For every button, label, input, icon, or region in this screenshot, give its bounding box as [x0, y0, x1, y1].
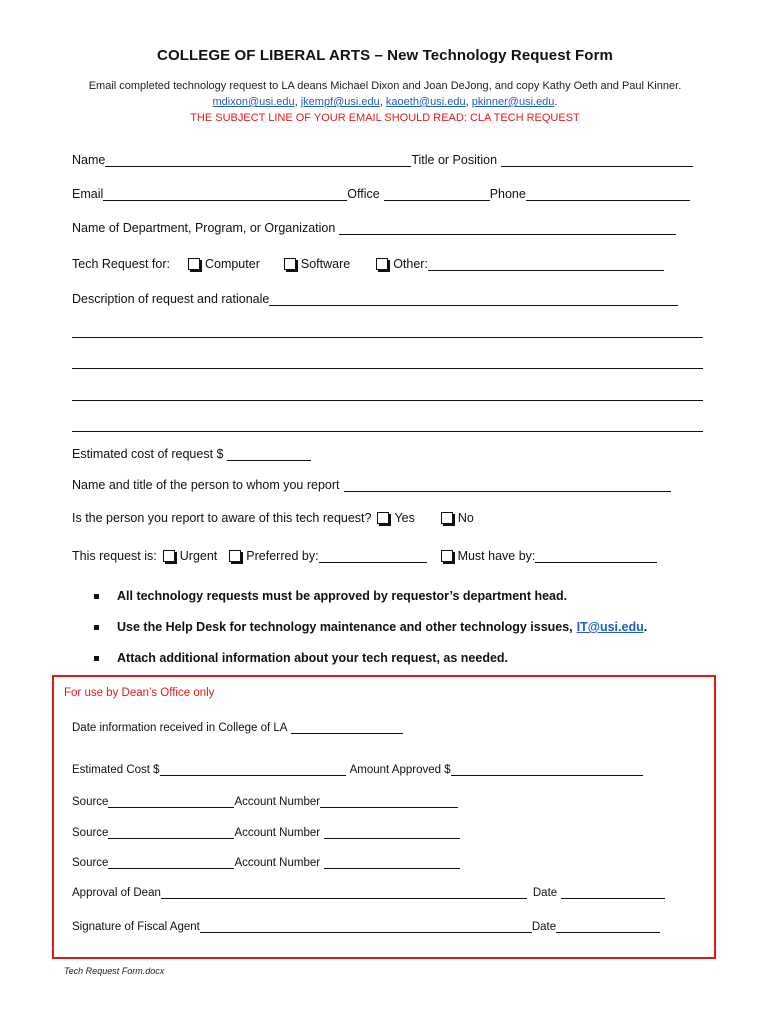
description-label: Description of request and rationale [72, 292, 270, 306]
email-link-kinner[interactable]: pkinner@usi.edu [471, 96, 555, 108]
name-field[interactable] [105, 152, 411, 167]
preferred-checkbox[interactable] [229, 550, 241, 562]
source-label-2: Source [72, 827, 109, 839]
aware-row [72, 511, 474, 525]
other-field[interactable] [428, 256, 664, 271]
amount-approved-label: Amount Approved $ [349, 764, 451, 776]
estimated-cost-row [72, 446, 311, 461]
description-field[interactable] [269, 291, 678, 306]
fiscal-agent-date-field[interactable] [556, 918, 660, 933]
no-label: No [457, 511, 474, 525]
bullet-help-desk-period: . [643, 620, 648, 634]
email-label: Email [72, 187, 104, 201]
tech-request-row [72, 256, 664, 271]
name-label: Name [72, 153, 106, 167]
other-checkbox[interactable] [376, 258, 388, 270]
preferred-label: Preferred by: [246, 549, 319, 563]
yes-label: Yes [394, 511, 415, 525]
tech-request-label: Tech Request for: [72, 257, 170, 271]
bullet-attach-text: Attach additional information about your tech request, as needed. [117, 651, 509, 665]
intro-text: Email completed technology request to LA deans Michael Dixon and Joan DeJong, and copy Kathy Oeth and Paul Kinner. [88, 80, 682, 92]
bullet-icon [94, 625, 99, 630]
yes-checkbox[interactable] [377, 512, 389, 524]
email-field[interactable] [103, 186, 347, 201]
preferred-date-field[interactable] [319, 548, 427, 563]
must-have-checkbox[interactable] [441, 550, 453, 562]
must-have-date-field[interactable] [535, 548, 657, 563]
office-field[interactable] [384, 186, 490, 201]
request-type-row [72, 548, 657, 563]
bullet-attach [94, 651, 508, 665]
estimated-cost-field[interactable] [227, 446, 311, 461]
source-field-3[interactable] [108, 854, 234, 869]
phone-label: Phone [489, 187, 526, 201]
account-number-field-2[interactable] [324, 824, 460, 839]
date-received-label: Date information received in College of LA [72, 722, 288, 734]
computer-checkbox[interactable] [188, 258, 200, 270]
fiscal-agent-field[interactable] [200, 918, 532, 933]
other-label: Other: [393, 257, 428, 271]
dean-approval-date-label: Date [532, 887, 558, 899]
dean-approval-label: Approval of Dean [72, 887, 161, 899]
source-field-2[interactable] [108, 824, 234, 839]
description-row [72, 291, 678, 306]
dean-est-cost-field[interactable] [160, 761, 346, 776]
report-to-row [72, 477, 671, 492]
intro-block [40, 78, 730, 126]
form-title: COLLEGE OF LIBERAL ARTS – New Technology Request Form [157, 47, 613, 64]
title-label: Title or Position [411, 153, 498, 167]
source-row-2 [72, 824, 460, 839]
cost-approval-row [72, 761, 643, 776]
no-checkbox[interactable] [441, 512, 453, 524]
it-email-link[interactable]: IT@usi.edu [576, 620, 644, 634]
subject-instruction: THE SUBJECT LINE OF YOUR EMAIL SHOULD READ: CLA TECH REQUEST [190, 112, 580, 124]
source-row-1 [72, 793, 458, 808]
bullet-help-desk-text: Use the Help Desk for technology maintenance and other technology issues, [117, 620, 573, 634]
aware-label: Is the person you report to aware of this tech request? [72, 511, 372, 525]
account-number-label-3: Account Number [234, 857, 321, 869]
source-label-3: Source [72, 857, 109, 869]
computer-label: Computer [204, 257, 260, 271]
dean-approval-row [72, 884, 665, 899]
bullet-icon [94, 594, 99, 599]
deans-office-box [52, 675, 716, 959]
fiscal-agent-row [72, 918, 660, 933]
email-list: mdixon@usi.edu, jkempf@usi.edu, kaoeth@usi.edu, pkinner@usi.edu. [212, 96, 558, 108]
account-number-label-2: Account Number [234, 827, 321, 839]
account-number-field-1[interactable] [320, 793, 458, 808]
account-number-field-3[interactable] [324, 854, 460, 869]
report-to-field[interactable] [344, 477, 671, 492]
bullet-help-desk [94, 620, 647, 634]
fiscal-agent-date-label: Date [531, 921, 557, 933]
source-label-1: Source [72, 796, 109, 808]
office-label: Office [347, 187, 380, 201]
urgent-checkbox[interactable] [163, 550, 175, 562]
email-row [72, 186, 690, 201]
email-link-oeth[interactable]: kaoeth@usi.edu [385, 96, 466, 108]
deans-office-label: For use by Dean’s Office only [64, 687, 215, 699]
bullet-approval [94, 589, 567, 603]
description-line-2[interactable] [72, 368, 703, 369]
urgent-label: Urgent [179, 549, 218, 563]
software-checkbox[interactable] [284, 258, 296, 270]
name-row [72, 152, 693, 167]
department-row [72, 220, 676, 235]
dean-est-cost-label: Estimated Cost $ [72, 764, 160, 776]
description-line-1[interactable] [72, 337, 703, 338]
description-line-4[interactable] [72, 431, 703, 432]
date-received-row [72, 719, 403, 734]
department-field[interactable] [339, 220, 676, 235]
footer-filename: Tech Request Form.docx [64, 966, 165, 976]
software-label: Software [300, 257, 351, 271]
fiscal-agent-label: Signature of Fiscal Agent [72, 921, 200, 933]
source-row-3 [72, 854, 460, 869]
department-label: Name of Department, Program, or Organization [72, 221, 336, 235]
email-link-kempf[interactable]: jkempf@usi.edu [300, 96, 380, 108]
title-field[interactable] [501, 152, 693, 167]
phone-field[interactable] [526, 186, 690, 201]
email-link-dixon[interactable]: mdixon@usi.edu [212, 96, 295, 108]
account-number-label-1: Account Number [234, 796, 321, 808]
dean-approval-date-field[interactable] [561, 884, 665, 899]
dean-approval-field[interactable] [161, 884, 527, 899]
bullet-approval-text: All technology requests must be approved by requestor’s department head. [117, 589, 568, 603]
report-to-label: Name and title of the person to whom you report [72, 478, 340, 492]
estimated-cost-label: Estimated cost of request $ [72, 447, 224, 461]
amount-approved-field[interactable] [451, 761, 643, 776]
description-line-3[interactable] [72, 400, 703, 401]
request-type-label: This request is: [72, 549, 157, 563]
bullet-icon [94, 656, 99, 661]
date-received-field[interactable] [291, 719, 403, 734]
source-field-1[interactable] [108, 793, 234, 808]
must-have-label: Must have by: [457, 549, 536, 563]
